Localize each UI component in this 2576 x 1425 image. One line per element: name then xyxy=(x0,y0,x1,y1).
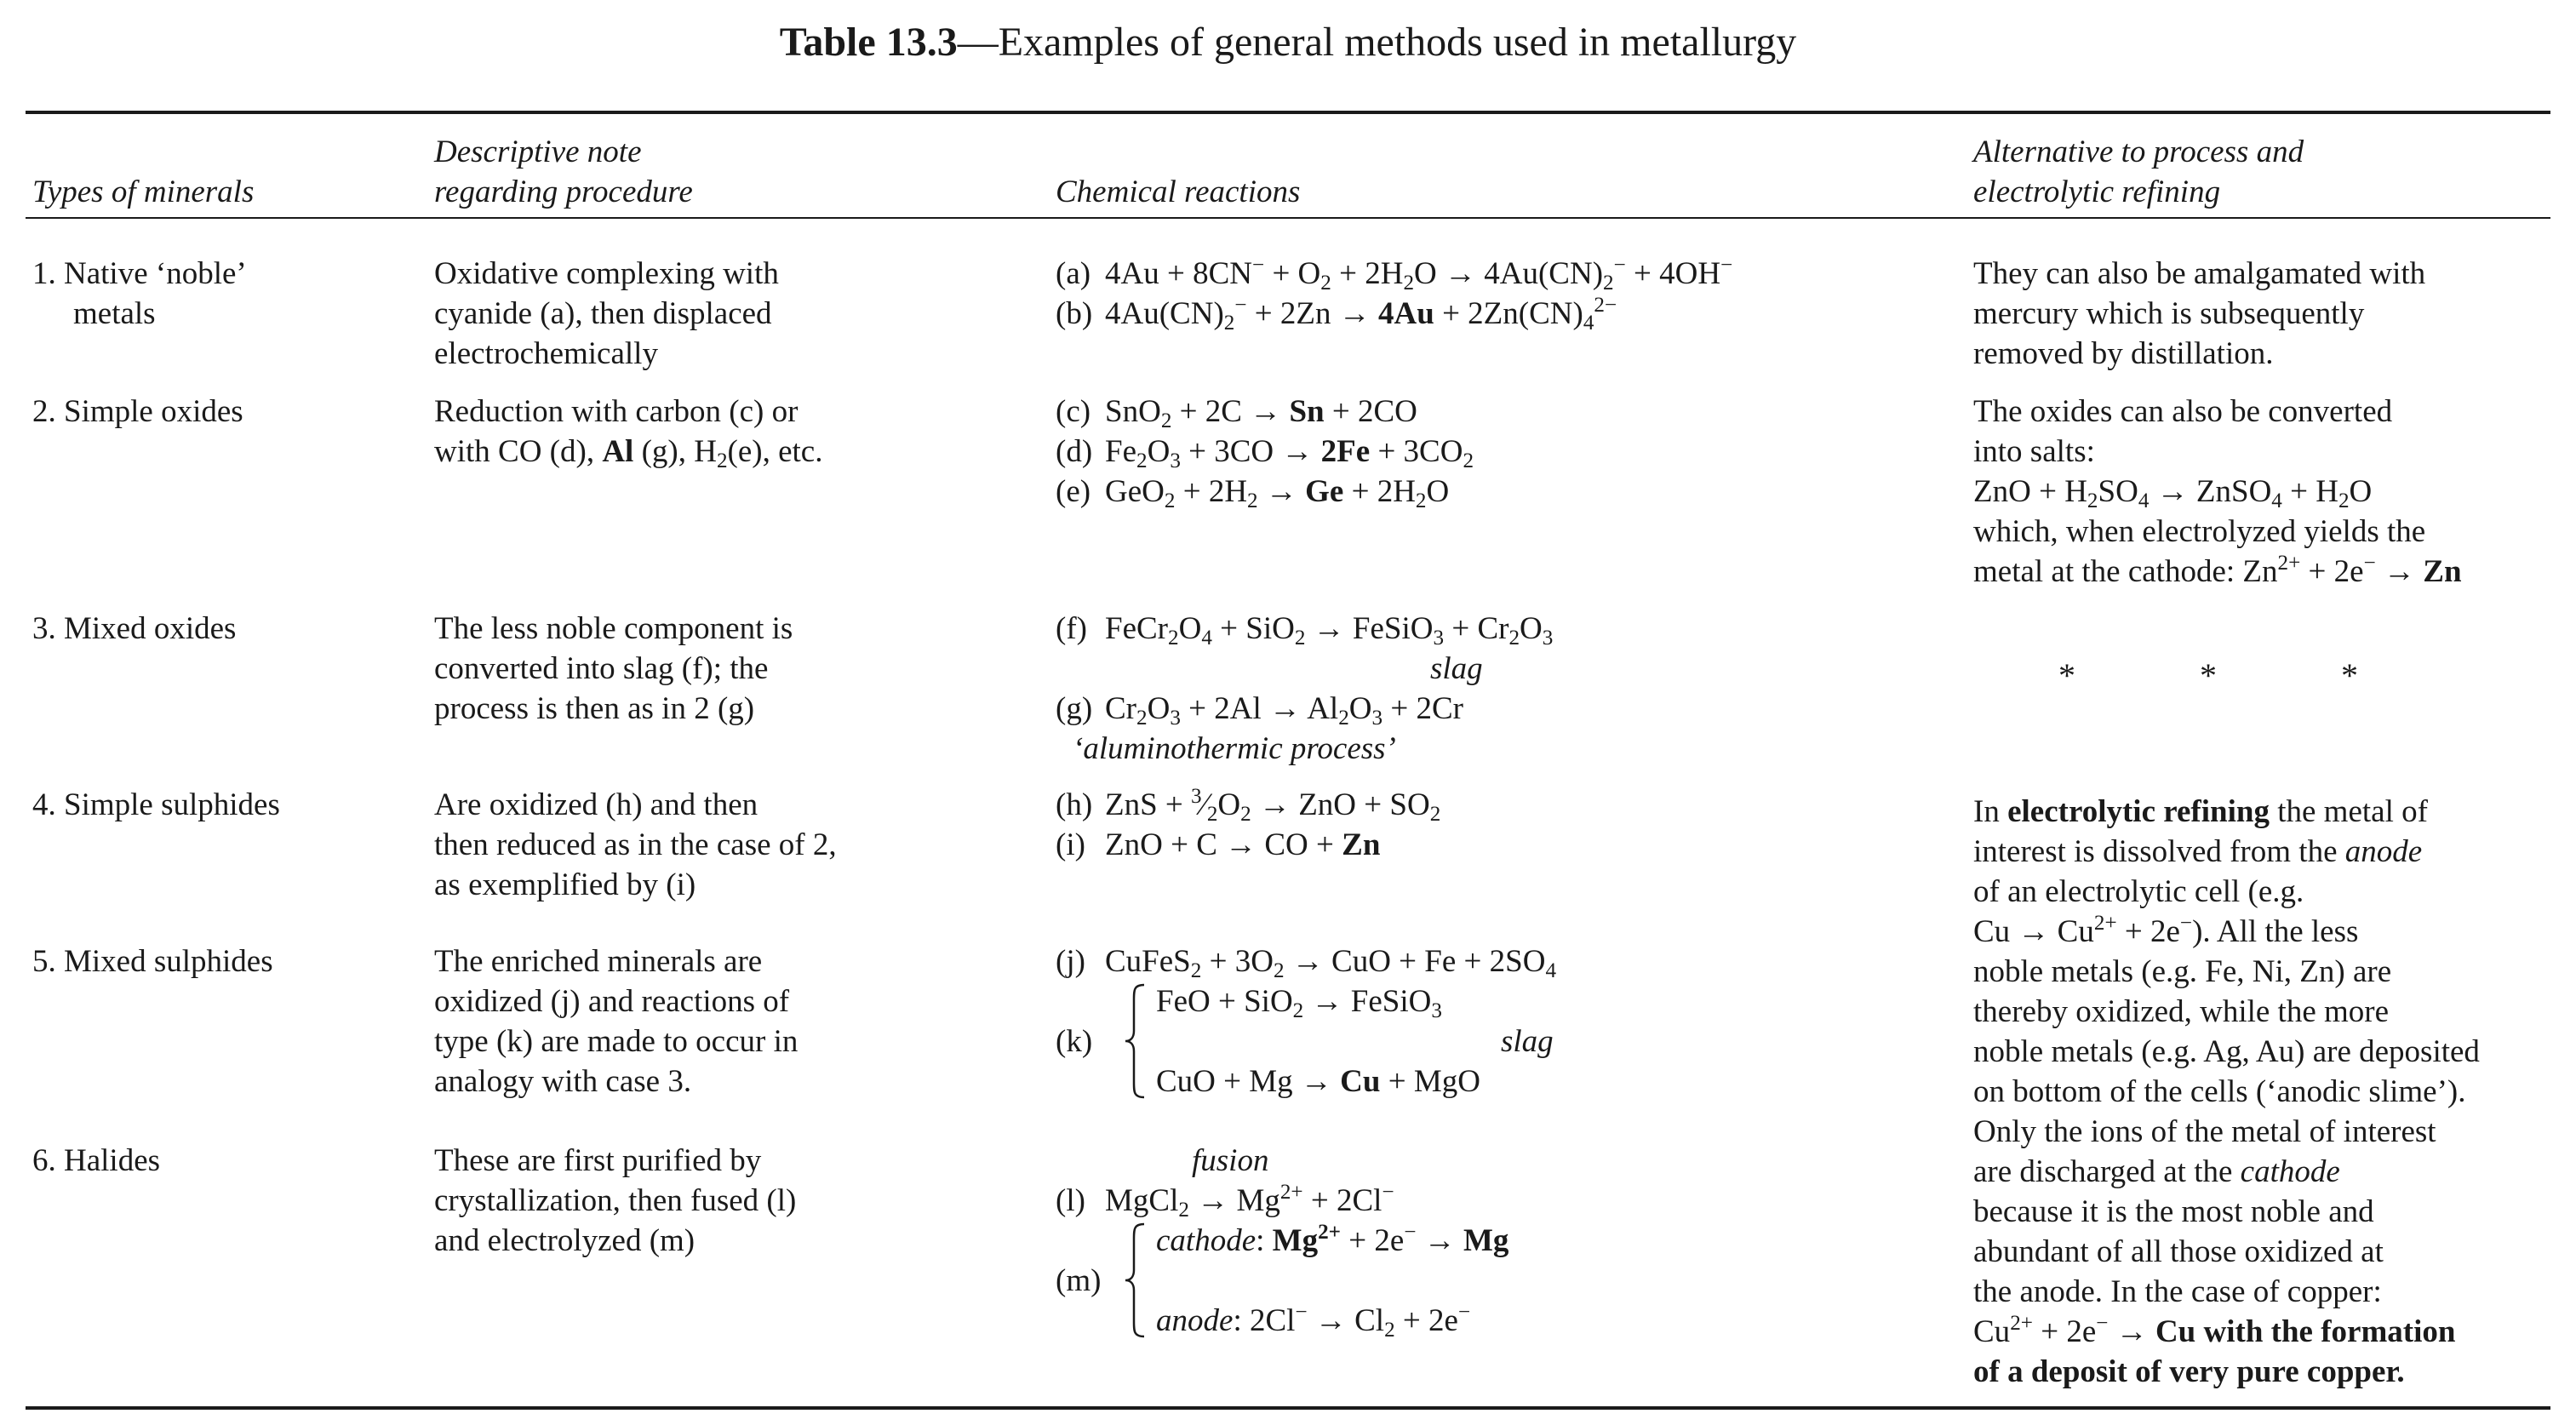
refining-line12: abundant of all those oxidized at xyxy=(1973,1234,2384,1269)
note-row-2 xyxy=(434,392,822,472)
note-row-2-line1: Reduction with carbon (c) or xyxy=(434,394,799,429)
reaction-f-slag: slag xyxy=(1430,651,1483,686)
refining-line4-post: ). All the less xyxy=(2192,914,2359,949)
note-row-4 xyxy=(434,785,837,905)
reaction-k-slag: slag xyxy=(1501,1024,1554,1059)
left-brace-icon xyxy=(1124,1222,1148,1338)
alternative-row-2-line2: into salts: xyxy=(1973,434,2095,469)
reaction-k-line1: FeO + SiO$_2$ → FeSiO$_3$ xyxy=(1156,984,1442,1023)
reaction-l-label: (l) xyxy=(1056,1183,1085,1218)
anode-word: anode xyxy=(2344,834,2423,869)
refining-line13: the anode. In the case of copper: xyxy=(1973,1274,2382,1309)
note-row-6 xyxy=(434,1141,796,1261)
type-row-1 xyxy=(32,254,247,334)
note-row-6-line1: These are first purified by xyxy=(434,1143,762,1178)
note-row-5-line3: type (k) are made to occur in xyxy=(434,1024,799,1059)
note-row-5-line4: analogy with case 3. xyxy=(434,1064,692,1099)
reaction-g: (g) $Cr_2O_3 + 2Al \to Al_2O_3 + 2Cr$ xyxy=(1056,689,1553,729)
refining-pre: In xyxy=(1973,794,2000,829)
refining-line6: thereby oxidized, while the more xyxy=(1973,994,2390,1029)
note-row-5-line1: The enriched minerals are xyxy=(434,944,763,979)
header-rule xyxy=(26,217,2550,219)
refining-line7: noble metals (e.g. Ag, Au) are deposited xyxy=(1973,1034,2480,1069)
refining-line11: because it is the most noble and xyxy=(1973,1194,2374,1229)
alternative-refining xyxy=(1973,792,2480,1392)
reaction-k-lines xyxy=(1156,981,1554,1102)
alternative-row-2-equation: ZnO + $H_2SO_4$ → ZnSO$_4$ + $H_2O$ xyxy=(1973,474,2373,513)
note-row-2-post: (e), etc. xyxy=(727,434,823,469)
header-types-of-minerals: Types of minerals xyxy=(32,175,255,209)
note-row-1-line1: Oxidative complexing with xyxy=(434,256,779,291)
reaction-m-lines xyxy=(1156,1221,1508,1341)
header-chemical-reactions: Chemical reactions xyxy=(1056,175,1301,209)
note-row-6-line2: crystallization, then fused (l) xyxy=(434,1183,797,1218)
reaction-e-label: (e) xyxy=(1056,474,1091,509)
type-row-6: 6. Halides xyxy=(32,1143,161,1178)
reaction-c-label: (c) xyxy=(1056,394,1091,429)
reaction-e: (e) $GeO_2 + 2H_2 \to Ge + 2H_2O$ xyxy=(1056,472,1474,512)
alternative-row-1-line3: removed by distillation. xyxy=(1973,336,2274,371)
reaction-l: (l) MgCl$_2$ → $Mg^{2+} + 2Cl^-$ xyxy=(1056,1181,1394,1222)
note-row-2-al: Al xyxy=(602,434,634,469)
reaction-m-anode: anode: $2Cl^- \to Cl_2 + 2e^-$ xyxy=(1156,1301,1471,1342)
reaction-g-label: (g) xyxy=(1056,691,1093,726)
top-rule xyxy=(26,111,2550,114)
reaction-d: (d) $Fe_2O_3 + 3CO \to 2Fe + 3CO_2$ xyxy=(1056,432,1474,472)
reaction-h-label: (h) xyxy=(1056,787,1093,822)
note-row-2-line2 xyxy=(434,432,822,472)
reaction-m-spacer xyxy=(1156,1261,1508,1301)
note-row-2-sub: 2 xyxy=(716,449,728,473)
refining-line2-pre: interest is dissolved from the xyxy=(1973,834,2338,869)
reactions-row-4 xyxy=(1056,785,1440,865)
note-row-3-line2: converted into slag (f); the xyxy=(434,651,769,686)
alternative-row-1-line2: mercury which is subsequently xyxy=(1973,296,2365,331)
note-row-3-line3: process is then as in 2 (g) xyxy=(434,691,755,726)
reaction-j: (j) CuFeS$_2$ + $3O_2$ → CuO + $Fe + 2SO_4$ xyxy=(1056,941,1556,981)
note-row-5 xyxy=(434,941,798,1102)
left-brace-icon xyxy=(1124,983,1148,1099)
refining-line2 xyxy=(1973,832,2480,872)
reaction-m-label: (m) xyxy=(1056,1263,1102,1298)
type-row-3: 3. Mixed oxides xyxy=(32,611,237,646)
type-row-5: 5. Mixed sulphides xyxy=(32,944,273,979)
header-alternative-line1: Alternative to process and xyxy=(1973,134,2304,169)
cathode-label: cathode xyxy=(1156,1223,1257,1258)
note-row-1 xyxy=(434,254,779,374)
reactions-row-5 xyxy=(1056,941,1556,1102)
reaction-k-line2: CuO + Mg → Cu + MgO xyxy=(1156,1064,1480,1099)
title-dash: — xyxy=(957,20,999,65)
reactions-row-3 xyxy=(1056,609,1553,769)
header-descriptive-note-line1: Descriptive note xyxy=(434,134,642,169)
alternative-row-1 xyxy=(1973,254,2425,374)
reaction-a: (a) $4Au + 8CN^- + O_2 + 2H_2O \to 4Au(CN)_2^- + 4OH^-$ xyxy=(1056,254,1733,295)
refining-line15: of a deposit of very pure copper. xyxy=(1973,1354,2405,1389)
reactions-row-1 xyxy=(1056,254,1732,334)
fusion-label: fusion xyxy=(1192,1143,1269,1178)
type-row-1-line2: metals xyxy=(73,296,156,331)
reaction-m xyxy=(1056,1221,1509,1342)
reaction-a-label: (a) xyxy=(1056,256,1091,291)
alternative-row-1-line1: They can also be amalgamated with xyxy=(1973,256,2426,291)
refining-line4: $Cu \to Cu^{2+} + 2e^-$). All the less xyxy=(1973,912,2359,949)
discharged-pre: are discharged at the xyxy=(1973,1154,2233,1189)
note-row-1-line3: electrochemically xyxy=(434,336,658,371)
cathode-word: cathode xyxy=(2240,1154,2340,1189)
note-row-2-mid: (g), H xyxy=(641,434,717,469)
header-alternative xyxy=(1973,132,2304,212)
reaction-b: (b) $4Au(CN)_2^- + 2Zn \to 4Au + 2Zn(CN)_4^{2-}$ xyxy=(1056,294,1617,335)
reaction-f-label: (f) xyxy=(1056,611,1087,646)
refining-line5: noble metals (e.g. Fe, Ni, Zn) are xyxy=(1973,954,2392,989)
type-row-4: 4. Simple sulphides xyxy=(32,787,280,822)
note-row-3-line1: The less noble component is xyxy=(434,611,793,646)
reaction-i: (i) ZnO + C → CO + Zn xyxy=(1056,825,1440,865)
refining-line9: Only the ions of the metal of interest xyxy=(1973,1114,2436,1149)
note-row-1-line2: cyanide (a), then displaced xyxy=(434,296,772,331)
reaction-h: (h) ZnS + $^3⁄_2O_2$ → ZnO + $SO_2$ xyxy=(1056,785,1441,827)
type-row-2: 2. Simple oxides xyxy=(32,394,243,429)
asterisk-1: * xyxy=(2058,656,2075,695)
refining-line3: of an electrolytic cell (e.g. xyxy=(1973,874,2304,909)
note-row-6-line3: and electrolyzed (m) xyxy=(434,1223,696,1258)
reaction-d-label: (d) xyxy=(1056,434,1093,469)
reaction-j-label: (j) xyxy=(1056,944,1085,979)
note-row-2-pre: with CO (d), xyxy=(434,434,595,469)
refining-bold: electrolytic refining xyxy=(2007,794,2270,829)
alternative-row-2-line5: metal at the cathode: $Zn^{2+} + 2e^- \to Zn$ xyxy=(1973,552,2462,589)
anode-label: anode xyxy=(1156,1303,1234,1338)
table-title xyxy=(0,15,2576,70)
note-row-3 xyxy=(434,609,793,729)
refining-line10 xyxy=(1973,1152,2480,1192)
bottom-rule xyxy=(26,1406,2550,1410)
header-alternative-line2: electrolytic refining xyxy=(1973,175,2221,209)
reaction-b-label: (b) xyxy=(1056,296,1093,331)
alternative-row-2-line5-pre: metal at the cathode: Zn xyxy=(1973,554,2278,589)
refining-line1 xyxy=(1973,792,2480,832)
asterisk-3: * xyxy=(2341,656,2358,695)
reaction-c: (c) SnO$_2$ + 2C → Sn + 2CO xyxy=(1056,392,1474,432)
reactions-row-6 xyxy=(1056,1141,1509,1342)
aluminothermic-label: ‘aluminothermic process’ xyxy=(1073,731,1396,766)
refining-line8: on bottom of the cells (‘anodic slime’). xyxy=(1973,1074,2466,1109)
reaction-k-label: (k) xyxy=(1056,1024,1093,1059)
reaction-f: (f) $FeCr_2O_4 + SiO_2$ → FeSiO$_3$ + $Cr_2O_3$ xyxy=(1056,609,1553,649)
refining-post: the metal of xyxy=(2277,794,2428,829)
header-descriptive-note xyxy=(434,132,693,212)
alternative-row-2-line1: The oxides can also be converted xyxy=(1973,394,2393,429)
alternative-row-2 xyxy=(1973,392,2462,592)
note-row-4-line3: as exemplified by (i) xyxy=(434,867,696,902)
alternative-row-2-line4: which, when electrolyzed yields the xyxy=(1973,514,2426,549)
reactions-row-2 xyxy=(1056,392,1474,512)
reaction-k xyxy=(1056,981,1556,1102)
table-number: Table 13.3 xyxy=(779,20,958,65)
type-row-1-line1: 1. Native ‘noble’ xyxy=(32,256,247,291)
copper-post: with the formation xyxy=(2203,1314,2456,1349)
note-row-4-line2: then reduced as in the case of 2, xyxy=(434,827,837,862)
reaction-i-label: (i) xyxy=(1056,827,1085,862)
header-descriptive-note-line2: regarding procedure xyxy=(434,175,693,209)
reaction-m-cathode: cathode: $Mg^{2+} + 2e^- \to Mg$ xyxy=(1156,1221,1509,1258)
note-row-4-line1: Are oxidized (h) and then xyxy=(434,787,758,822)
asterisk-2: * xyxy=(2200,656,2217,695)
note-row-5-line2: oxidized (j) and reactions of xyxy=(434,984,790,1019)
title-text: Examples of general methods used in metallurgy xyxy=(998,20,1797,65)
refining-line14: $Cu^{2+} + 2e^- \to Cu$ with the formation xyxy=(1973,1312,2456,1349)
